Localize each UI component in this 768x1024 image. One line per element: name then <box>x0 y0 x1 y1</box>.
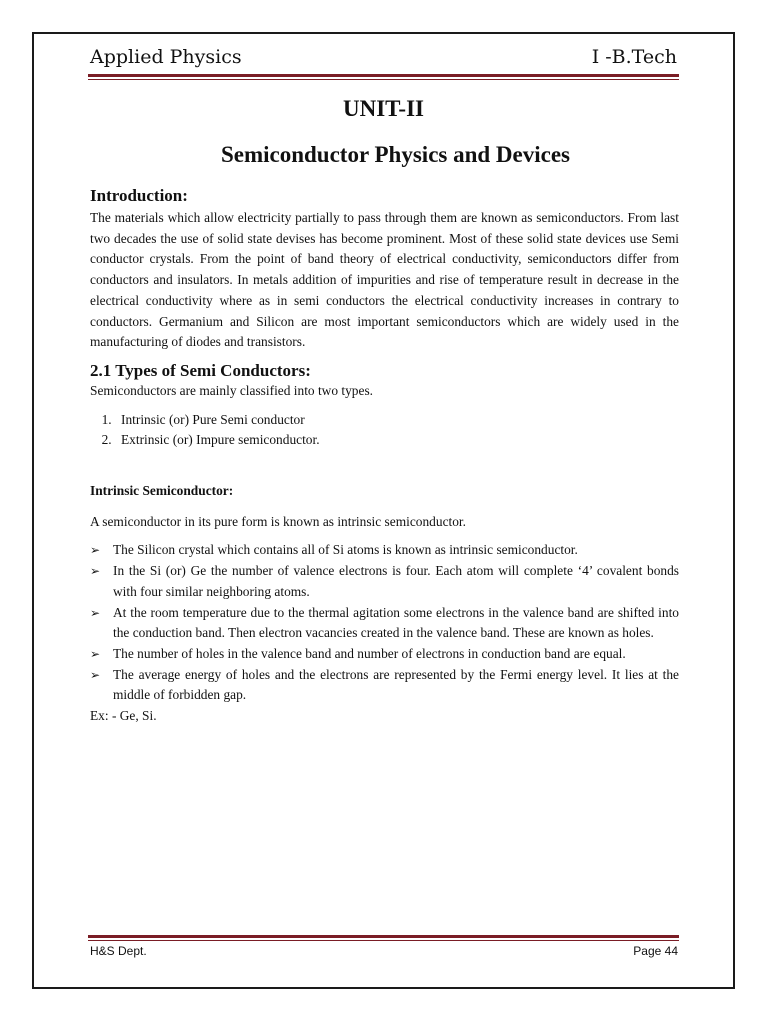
unit-title: UNIT-II <box>343 96 424 121</box>
list-item: ➢ The number of holes in the valence band and number of electrons in conduction band are equal. <box>90 644 679 665</box>
footer-department: H&S Dept. <box>90 944 147 958</box>
footer-rule-thick <box>88 935 679 938</box>
header-rule-thin <box>88 79 679 80</box>
arrow-bullet-icon: ➢ <box>90 564 101 579</box>
footer-rule-thin <box>88 940 679 941</box>
list-item: ➢ The average energy of holes and the electrons are represented by the Fermi energy level. It lies at the middle of forbidden gap. <box>90 666 679 703</box>
page-header <box>90 46 677 68</box>
header-rule-thick <box>88 74 679 77</box>
list-item: ➢ In the Si (or) Ge the number of valence electrons is four. Each atom will complete ‘4’ covalent bonds with four similar neighboring atoms. <box>90 563 679 599</box>
intrinsic-bullet-list <box>90 540 679 706</box>
list-item: ➢ The Silicon crystal which contains all of Si atoms is known as intrinsic semiconductor. <box>90 540 679 561</box>
intrinsic-definition: A semiconductor in its pure form is known as intrinsic semiconductor. <box>90 513 466 529</box>
types-paragraph: Semiconductors are mainly classified into two types. <box>90 382 374 398</box>
header-subject: Applied Physics <box>90 46 242 68</box>
list-item: ➢ At the room temperature due to the thermal agitation some electrons in the valence band are shifted into the conduction band. Then electron vacancies created in the valence band. These are known as holes. <box>90 604 679 641</box>
main-content <box>90 186 679 727</box>
intrinsic-heading: Intrinsic Semiconductor: <box>90 483 234 499</box>
types-list <box>90 410 679 451</box>
header-course: I -B.Tech <box>591 46 677 68</box>
intro-paragraph: The materials which allow electricity partially to pass through them are known as semiconductors. From last two decades the use of solid state devises has become prominent. Most of these solid state devices use Semi conductor crystals. From the point of band theory of electrical conductivity, semiconductors differ from conductors and insulators. In metals addition of impurities and rise of temperature result in decrease in the electrical conductivity where as in semi conductors the electrical conductivity increases in contrary to conductors. Germanium and Silicon are most important semiconductors which are widely used in the manufacturing of diodes and transistors. <box>90 210 679 350</box>
intro-heading: Introduction: <box>90 186 188 205</box>
page-footer <box>90 944 678 958</box>
arrow-bullet-icon: ➢ <box>90 543 101 558</box>
types-heading: 2.1 Types of Semi Conductors: <box>90 360 311 380</box>
chapter-title: Semiconductor Physics and Devices <box>220 142 571 167</box>
page-number: Page 44 <box>633 944 678 958</box>
arrow-bullet-icon: ➢ <box>90 646 101 661</box>
arrow-bullet-icon: ➢ <box>90 667 101 682</box>
list-item: 1. Intrinsic (or) Pure Semi conductor <box>115 410 679 431</box>
example-text: Ex: - Ge, Si. <box>90 708 157 724</box>
list-item: 2. Extrinsic (or) Impure semiconductor. <box>115 430 679 451</box>
arrow-bullet-icon: ➢ <box>90 605 101 620</box>
